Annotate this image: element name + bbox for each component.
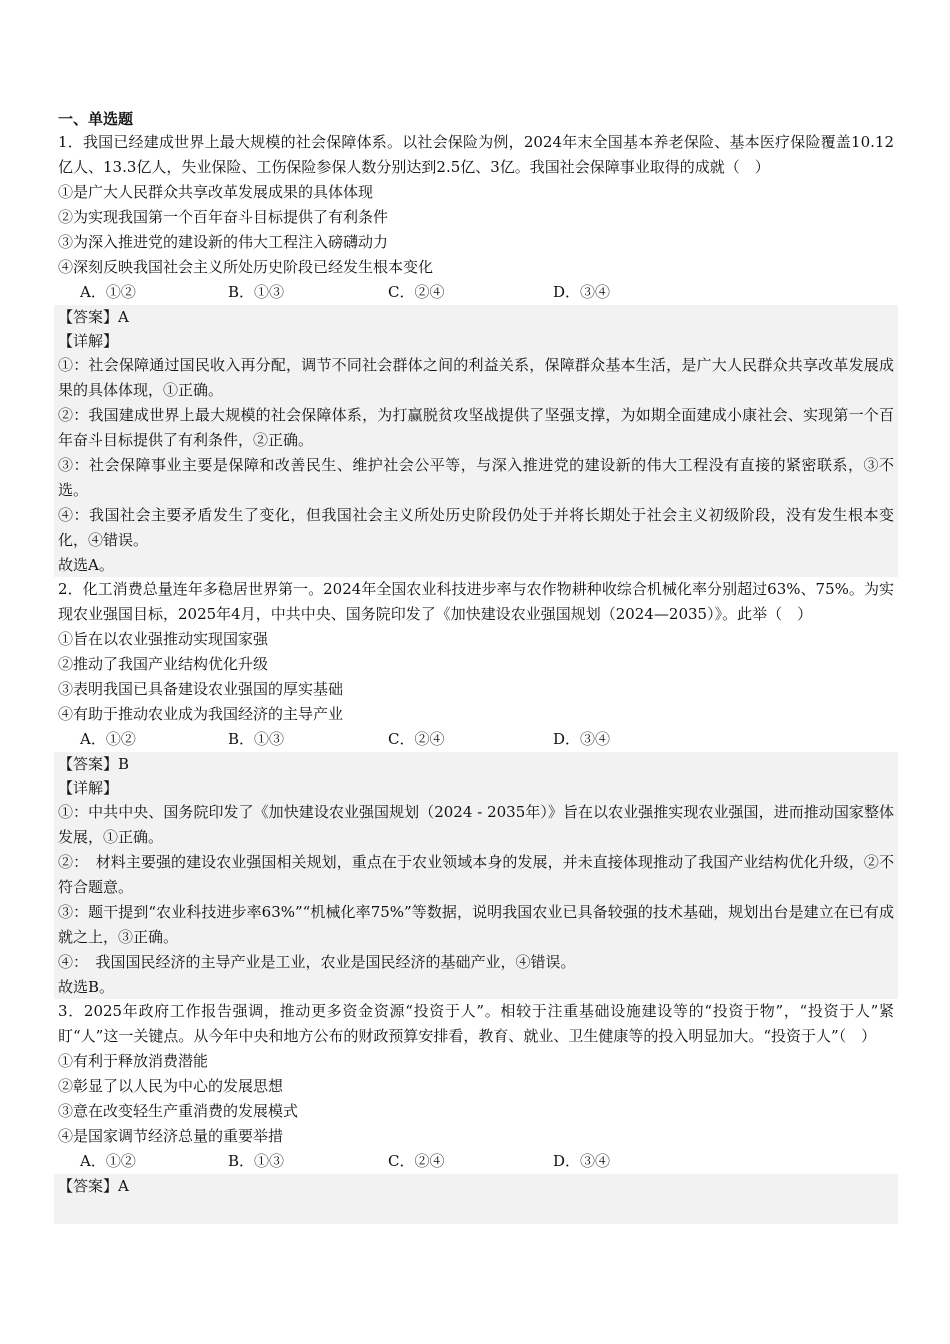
question-2: [58, 577, 894, 999]
statement: ④是国家调节经济总量的重要举措: [58, 1127, 284, 1145]
option-b: B．①③: [228, 283, 285, 301]
answer-label: 【答案】A: [58, 1177, 129, 1195]
answer-block: [54, 752, 898, 999]
explanation: ①：中共中央、国务院印发了《加快建设农业强国规划（2024 - 2035年）》旨在以农业强推实现农业强国，进而推动国家整体发展，①正确。: [58, 803, 894, 846]
option-a: A．①②: [80, 730, 136, 748]
explanation: ③：题干提到“农业科技进步率63%”“机械化率75%”等数据，说明我国农业已具备较强的技术基础，规划出台是建立在已有成就之上，③正确。: [58, 903, 894, 946]
option-c: C．②④: [388, 1152, 445, 1170]
detail-label: 【详解】: [58, 779, 119, 797]
statement: ②推动了我国产业结构优化升级: [58, 655, 269, 673]
explanation: ②：我国建成世界上最大规模的社会保障体系，为打赢脱贫攻坚战提供了坚强支撑，为如期全面建成小康社会、实现第一个百年奋斗目标提供了有利条件，②正确。: [58, 406, 894, 449]
explanation: ④：我国社会主要矛盾发生了变化，但我国社会主义所处历史阶段仍处于并将长期处于社会主义初级阶段，没有发生根本变化，④错误。: [58, 506, 894, 549]
section-title: 一、单选题: [58, 110, 134, 128]
option-a: A．①②: [80, 283, 136, 301]
statement: ②为实现我国第一个百年奋斗目标提供了有利条件: [58, 208, 389, 226]
conclusion: 故选B。: [58, 978, 115, 996]
question-3: [58, 999, 894, 1224]
explanation: ③：社会保障事业主要是保障和改善民生、维护社会公平等，与深入推进党的建设新的伟大工程没有直接的紧密联系，③不选。: [58, 456, 894, 499]
question-stem: 1．我国已经建成世界上最大规模的社会保障体系。以社会保险为例，2024年末全国基本养老保险、基本医疗保险覆盖10.12亿人、13.3亿人，失业保险、工伤保险参保人数分别达到2.5亿、3亿。我国社会保障事业取得的成就（ ）: [58, 133, 894, 176]
statement: ③为深入推进党的建设新的伟大工程注入磅礴动力: [58, 233, 389, 251]
option-b: B．①③: [228, 1152, 285, 1170]
explanation: ④： 我国国民经济的主导产业是工业，农业是国民经济的基础产业，④错误。: [58, 953, 576, 971]
statement: ③表明我国已具备建设农业强国的厚实基础: [58, 680, 344, 698]
answer-label: 【答案】A: [58, 308, 129, 326]
question-1: [58, 130, 894, 577]
document-page: [58, 108, 894, 1224]
option-b: B．①③: [228, 730, 285, 748]
answer-label: 【答案】B: [58, 755, 130, 773]
statement: ①旨在以农业强推动实现国家强: [58, 630, 269, 648]
statement: ④深刻反映我国社会主义所处历史阶段已经发生根本变化: [58, 258, 434, 276]
question-stem: 2．化工消费总量连年多稳居世界第一。2024年全国农业科技进步率与农作物耕种收综合机械化率分别超过63%、75%。为实现农业强国目标，2025年4月，中共中央、国务院印发了《加快建设农业强国规划（2024—2035）》。此举（ ）: [58, 580, 894, 623]
option-c: C．②④: [388, 730, 445, 748]
option-c: C．②④: [388, 283, 445, 301]
answer-options: [58, 1149, 894, 1174]
detail-label: 【详解】: [58, 332, 119, 350]
statement: ②彰显了以人民为中心的发展思想: [58, 1077, 284, 1095]
option-d: D．③④: [553, 1152, 611, 1170]
option-d: D．③④: [553, 283, 611, 301]
answer-block: [54, 1174, 898, 1224]
statement: ①有利于释放消费潜能: [58, 1052, 209, 1070]
statement: ③意在改变轻生产重消费的发展模式: [58, 1102, 299, 1120]
explanation: ①：社会保障通过国民收入再分配，调节不同社会群体之间的利益关系，保障群众基本生活，是广大人民群众共享改革发展成果的具体体现，①正确。: [58, 356, 894, 399]
explanation: ②： 材料主要强的建设农业强国相关规划，重点在于农业领域本身的发展，并未直接体现推动了我国产业结构优化升级，②不符合题意。: [58, 853, 894, 896]
answer-options: [58, 280, 894, 305]
conclusion: 故选A。: [58, 556, 114, 574]
answer-options: [58, 727, 894, 752]
question-stem: 3．2025年政府工作报告强调，推动更多资金资源“投资于人”。相较于注重基础设施建设等的“投资于物”，“投资于人”紧盯“人”这一关键点。从今年中央和地方公布的财政预算安排看，教育、就业、卫生健康等的投入明显加大。“投资于人”（ ）: [58, 1002, 894, 1045]
option-d: D．③④: [553, 730, 611, 748]
option-a: A．①②: [80, 1152, 136, 1170]
answer-block: [54, 305, 898, 577]
statement: ①是广大人民群众共享改革发展成果的具体体现: [58, 183, 374, 201]
statement: ④有助于推动农业成为我国经济的主导产业: [58, 705, 344, 723]
